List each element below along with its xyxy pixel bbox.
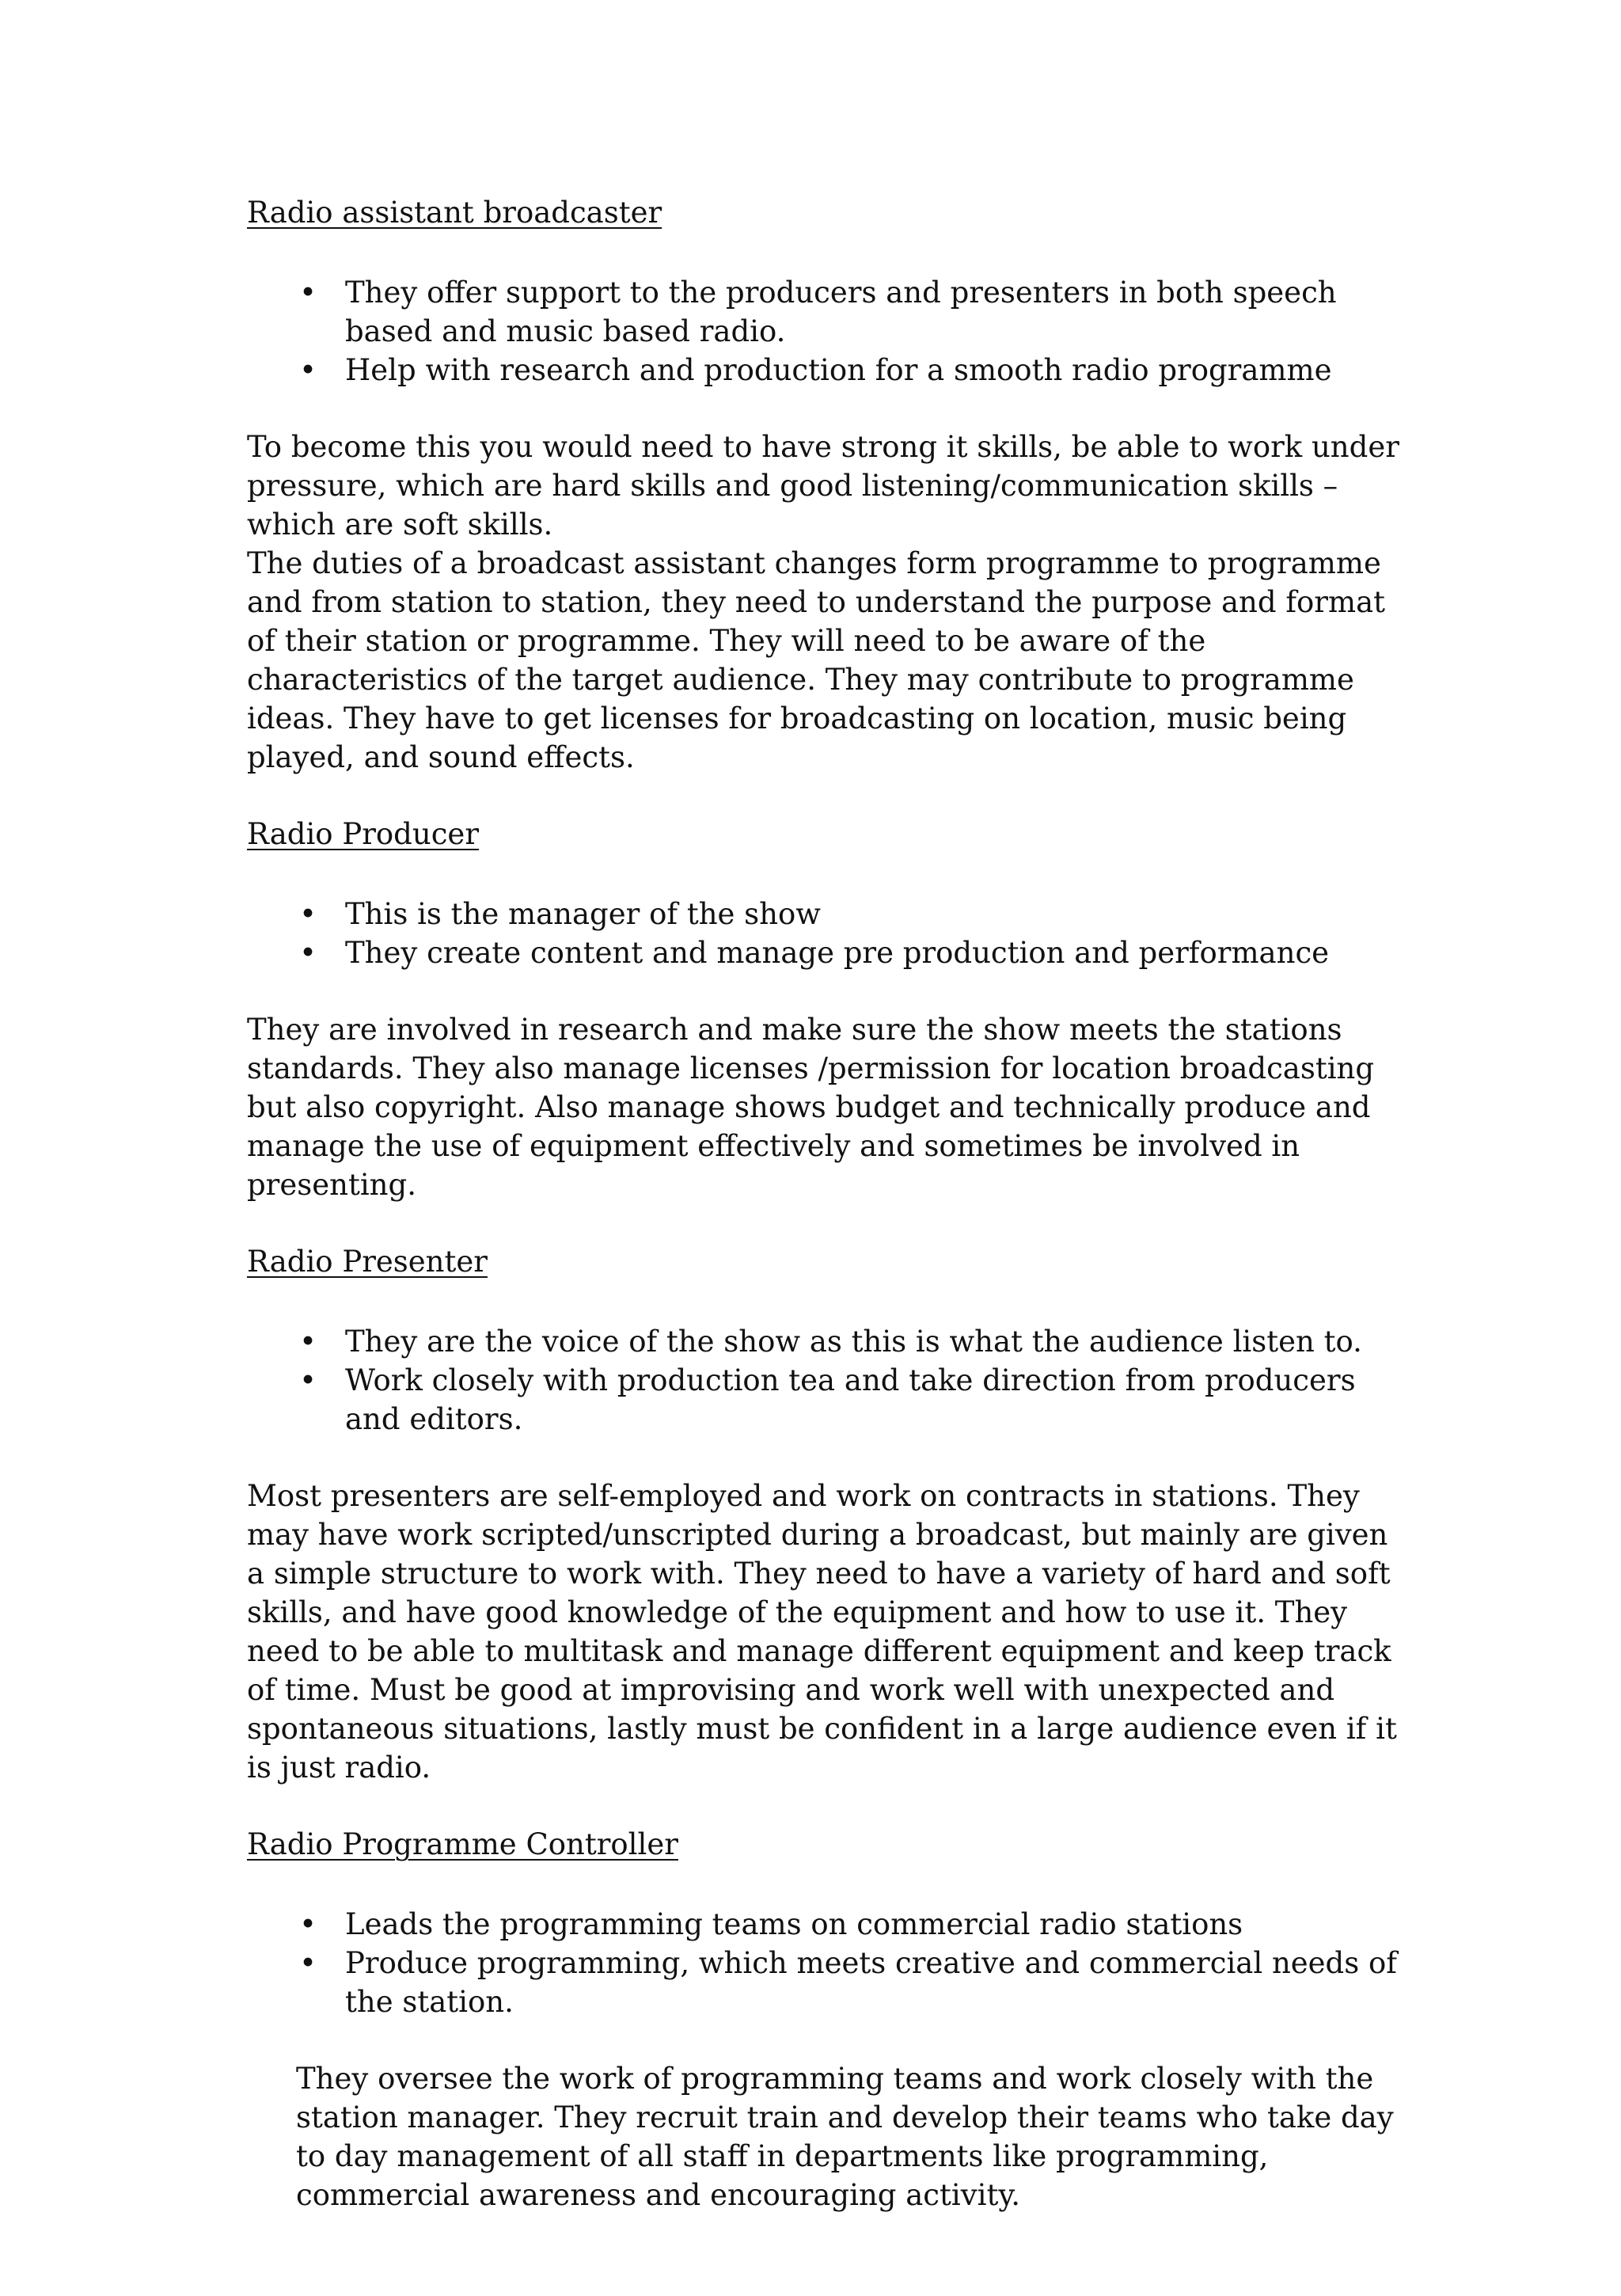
bullet-item: • Leads the programming teams on commercial radio stations (247, 1905, 1403, 1944)
bullet-item: • Work closely with production tea and take direction from producers and editors. (247, 1361, 1403, 1439)
bullet-item: • They create content and manage pre production and performance (247, 933, 1403, 972)
paragraph: They oversee the work of programming teams and work closely with the station manager. They recruit train and develop their teams who take day to day management of all staff in departments like programming, commercial awareness and encouraging activity. (296, 2062, 1394, 2212)
bullet-icon: • (299, 1907, 317, 1941)
section-heading: Radio assistant broadcaster (247, 196, 662, 230)
section-heading: Radio Programme Controller (247, 1827, 678, 1861)
bullet-item: • This is the manager of the show (247, 895, 1403, 933)
paragraph: They are involved in research and make sure the show meets the stations standards. They also manage licenses /permission for location broadcasting but also copyright. Also manage shows budget and technically produce and manage the use of equipment effectively and sometimes be involved in presenting. (247, 1013, 1375, 1202)
bullet-list (247, 273, 1403, 390)
bullet-icon: • (299, 1363, 317, 1397)
document-page (247, 193, 1403, 2214)
bullet-icon: • (299, 353, 317, 387)
bullet-item: • They offer support to the producers and presenters in both speech based and music based radio. (247, 273, 1403, 351)
bullet-list (247, 1905, 1403, 2021)
bullet-item: • Help with research and production for a smooth radio programme (247, 351, 1403, 390)
section-radio-producer (247, 815, 1403, 1204)
bullet-icon: • (299, 897, 317, 931)
bullet-icon: • (299, 1946, 317, 1980)
bullet-icon: • (299, 1325, 317, 1359)
bullet-item: • Produce programming, which meets creative and commercial needs of the station. (247, 1944, 1403, 2021)
section-radio-presenter (247, 1242, 1403, 1787)
paragraph: The duties of a broadcast assistant changes form programme to programme and from station to station, they need to understand the purpose and format of their station or programme. They will need to be aware of the characteristics of the target audience. They may contribute to programme ideas. They have to get licenses for broadcasting on location, music being played, and sound effects. (247, 546, 1385, 774)
bullet-list (247, 895, 1403, 972)
paragraph: Most presenters are self-employed and work on contracts in stations. They may have work scripted/unscripted during a broadcast, but mainly are given a simple structure to work with. They need to have a variety of hard and soft skills, and have good knowledge of the equipment and how to use it. They need to be able to multitask and manage different equipment and keep track of time. Must be good at improvising and work well with unexpected and spontaneous situations, lastly must be confident in a large audience even if it is just radio. (247, 1479, 1397, 1785)
bullet-list (247, 1322, 1403, 1439)
section-radio-assistant-broadcaster (247, 193, 1403, 777)
bullet-item: • They are the voice of the show as this is what the audience listen to. (247, 1322, 1403, 1361)
bullet-icon: • (299, 276, 317, 310)
paragraph: To become this you would need to have strong it skills, be able to work under pressure, which are hard skills and good listening/communication skills – which are soft skills. (247, 430, 1399, 542)
section-heading: Radio Presenter (247, 1245, 488, 1279)
section-heading: Radio Producer (247, 817, 480, 851)
section-radio-programme-controller (247, 1825, 1403, 2214)
bullet-icon: • (299, 936, 317, 970)
